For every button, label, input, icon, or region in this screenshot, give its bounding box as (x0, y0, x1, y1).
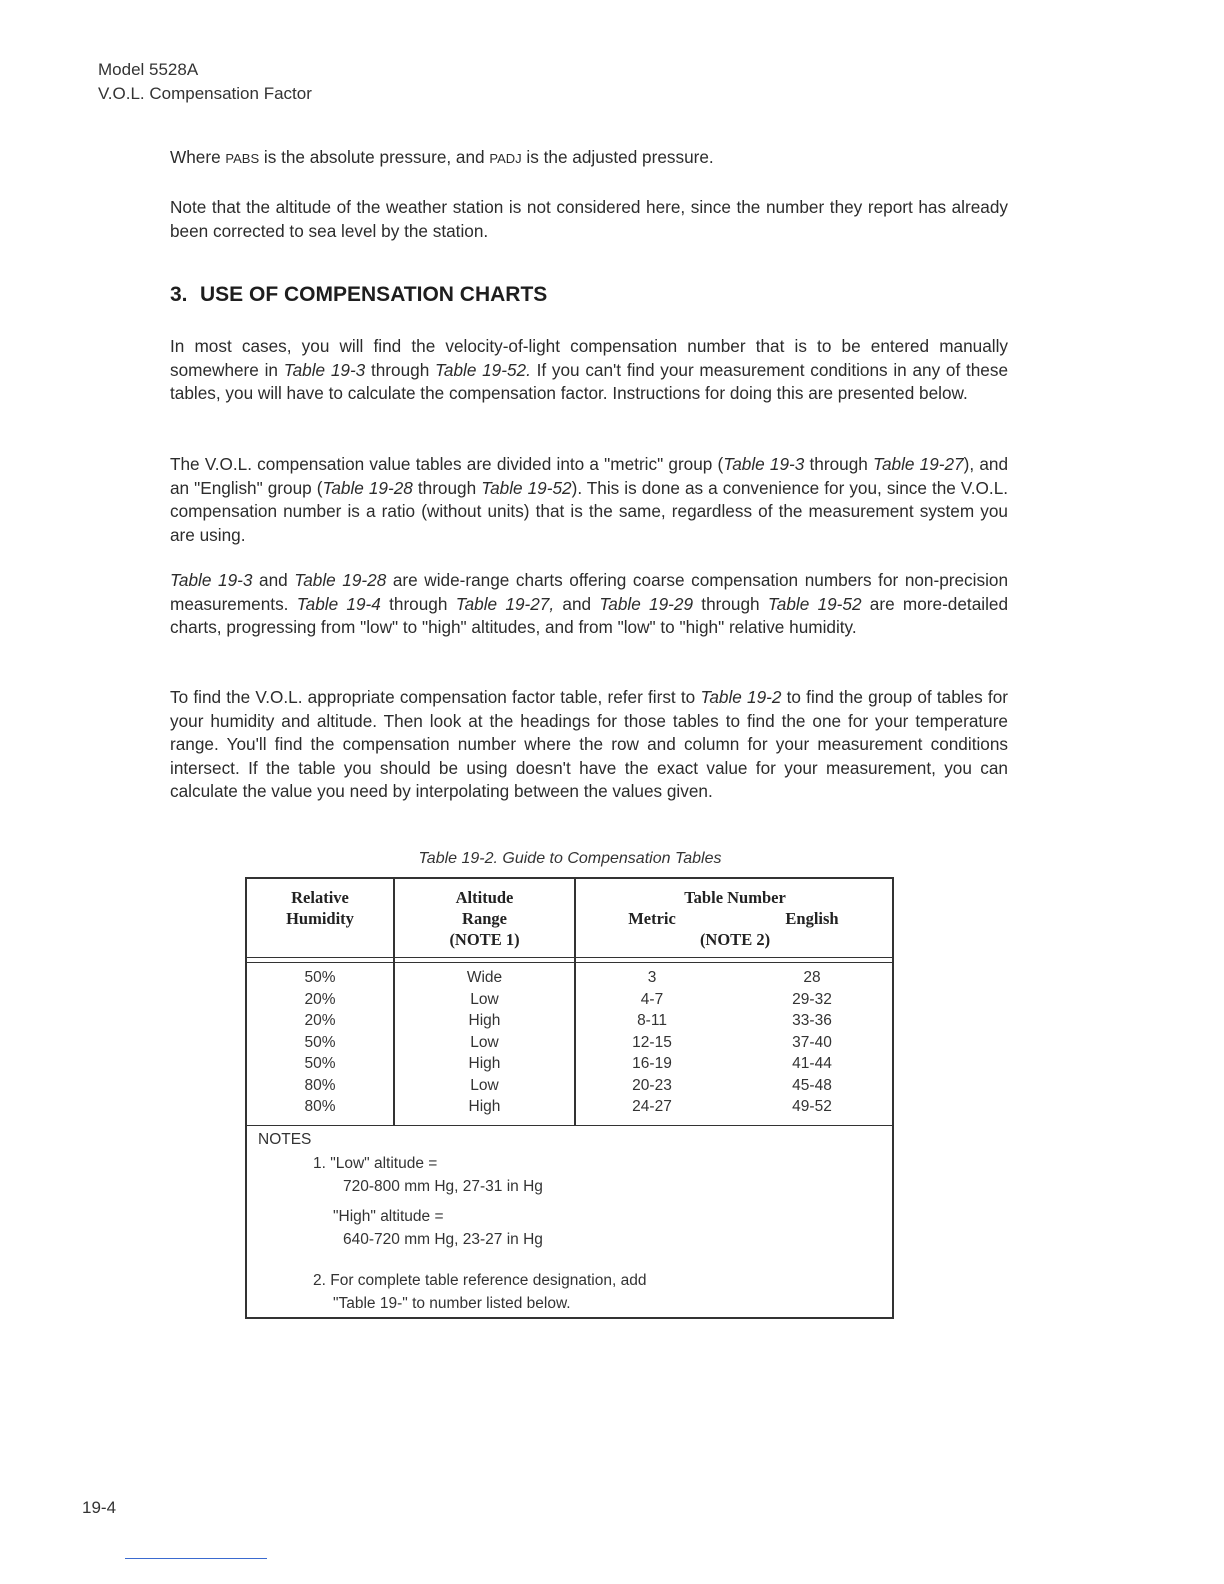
english-column (747, 967, 877, 1118)
note-2-cont: "Table 19-" to number listed below. (333, 1295, 571, 1312)
table-cell: High (468, 1012, 501, 1029)
table-cell: Low (470, 1076, 499, 1094)
where-paragraph: Where PABS is the absolute pressure, and PADJ is the adjusted pressure. (170, 147, 714, 167)
header-metric: Metric (628, 909, 676, 928)
header-english: English (785, 909, 839, 928)
note-2: 2. For complete table reference designation, add (313, 1272, 647, 1289)
table-cell: 8-11 (637, 1012, 667, 1029)
header-table-number: Table Number (684, 888, 786, 907)
header-rule (247, 962, 892, 963)
table-cell: 50% (304, 1033, 336, 1051)
table-cell: 33-36 (792, 1012, 832, 1029)
page-number: 19-4 (82, 1498, 117, 1517)
table-cell: 49-52 (792, 1098, 832, 1115)
table-cell: 37-40 (792, 1033, 832, 1051)
table-cell: 80% (304, 1098, 336, 1115)
pabs-term: PABS (225, 151, 260, 166)
table-cell: 80% (304, 1076, 336, 1094)
page-header (98, 58, 312, 106)
table-cell: 50% (304, 1055, 336, 1072)
header-note-2: (NOTE 2) (699, 930, 771, 949)
section-number: 3. (170, 283, 188, 306)
table-cell: 20% (304, 1012, 336, 1029)
table-cell: 20% (304, 990, 336, 1008)
guide-table (245, 877, 894, 1319)
header-humidity: Relative Humidity (286, 888, 354, 928)
metric-column (587, 967, 717, 1118)
table-cell: 24-27 (632, 1098, 672, 1115)
note-1-high: "High" altitude = (333, 1208, 444, 1225)
header-altitude: Altitude Range (NOTE 1) (449, 888, 520, 949)
paragraph-4: To find the V.O.L. appropriate compensation factor table, refer first to Table 19-2 to find the group of tables for your humidity and altitude. Then look at the headings for those tables to find the one for your temperature range. You'll find the compensation number where the row and column for your measurement conditions intersect. If the table you should be using doesn't have the exact value for your measurement, you can calculate the value you need by interpolating between the values given. (170, 687, 1008, 801)
notes-title: NOTES (258, 1131, 312, 1148)
table-cell: 4-7 (640, 990, 664, 1008)
table-cell: Low (470, 1033, 499, 1051)
paragraph-2: The V.O.L. compensation value tables are divided into a "metric" group (Table 19-3 through Table 19-27), and an "English" group (Table 19-28 through Table 19-52). This is done as a convenience for you, since the V.O.L. compensation number is a ratio (without units) that is the same, regardless of the measurement system you are using. (170, 454, 1009, 545)
table-caption: Table 19-2. Guide to Compensation Tables (418, 850, 722, 867)
humidity-column (247, 967, 393, 1118)
paragraph-3: Table 19-3 and Table 19-28 are wide-range charts offering coarse compensation numbers for non-precision measurements. Table 19-4 through Table 19-27, and Table 19-29 through Table 19-52 are more-detailed charts, progressing from "low" to "high" altitudes, and from "low" to "high" relative humidity. (170, 570, 1009, 637)
section-label: V.O.L. Compensation Factor (98, 84, 312, 103)
padj-term: PADJ (489, 151, 522, 166)
table-cell: 50% (304, 969, 336, 986)
note-1-low: 1. "Low" altitude = (313, 1155, 438, 1172)
table-cell: 29-32 (792, 990, 832, 1008)
column-divider (574, 879, 576, 1126)
table-cell: 28 (803, 969, 821, 986)
footer-rule (125, 1558, 267, 1559)
note-1-low-range: 720-800 mm Hg, 27-31 in Hg (343, 1178, 543, 1195)
table-cell: High (468, 1098, 501, 1115)
table-cell: Low (470, 990, 499, 1008)
table-cell: 45-48 (792, 1076, 832, 1094)
table-cell: High (468, 1055, 501, 1072)
section-heading (170, 283, 547, 307)
table-cell: Wide (466, 969, 503, 986)
table-cell: 3 (647, 969, 657, 986)
notes-rule (247, 1125, 892, 1126)
section-title: USE OF COMPENSATION CHARTS (200, 283, 548, 306)
note-1-high-range: 640-720 mm Hg, 23-27 in Hg (343, 1231, 543, 1248)
table-cell: 20-23 (632, 1076, 672, 1094)
header-rule (247, 957, 892, 958)
station-note-paragraph: Note that the altitude of the weather station is not considered here, since the number they report has already been corrected to sea level by the station. (170, 197, 1008, 241)
table-cell: 41-44 (792, 1055, 832, 1072)
altitude-column (395, 967, 574, 1118)
paragraph-1: In most cases, you will find the velocity-of-light compensation number that is to be entered manually somewhere in Table 19-3 through Table 19-52. If you can't find your measurement conditions in any of these tables, you will have to calculate the compensation factor. Instructions for doing this are presented below. (170, 336, 1008, 403)
model-label: Model 5528A (98, 60, 199, 79)
table-cell: 12-15 (632, 1033, 672, 1051)
table-cell: 16-19 (632, 1055, 672, 1072)
